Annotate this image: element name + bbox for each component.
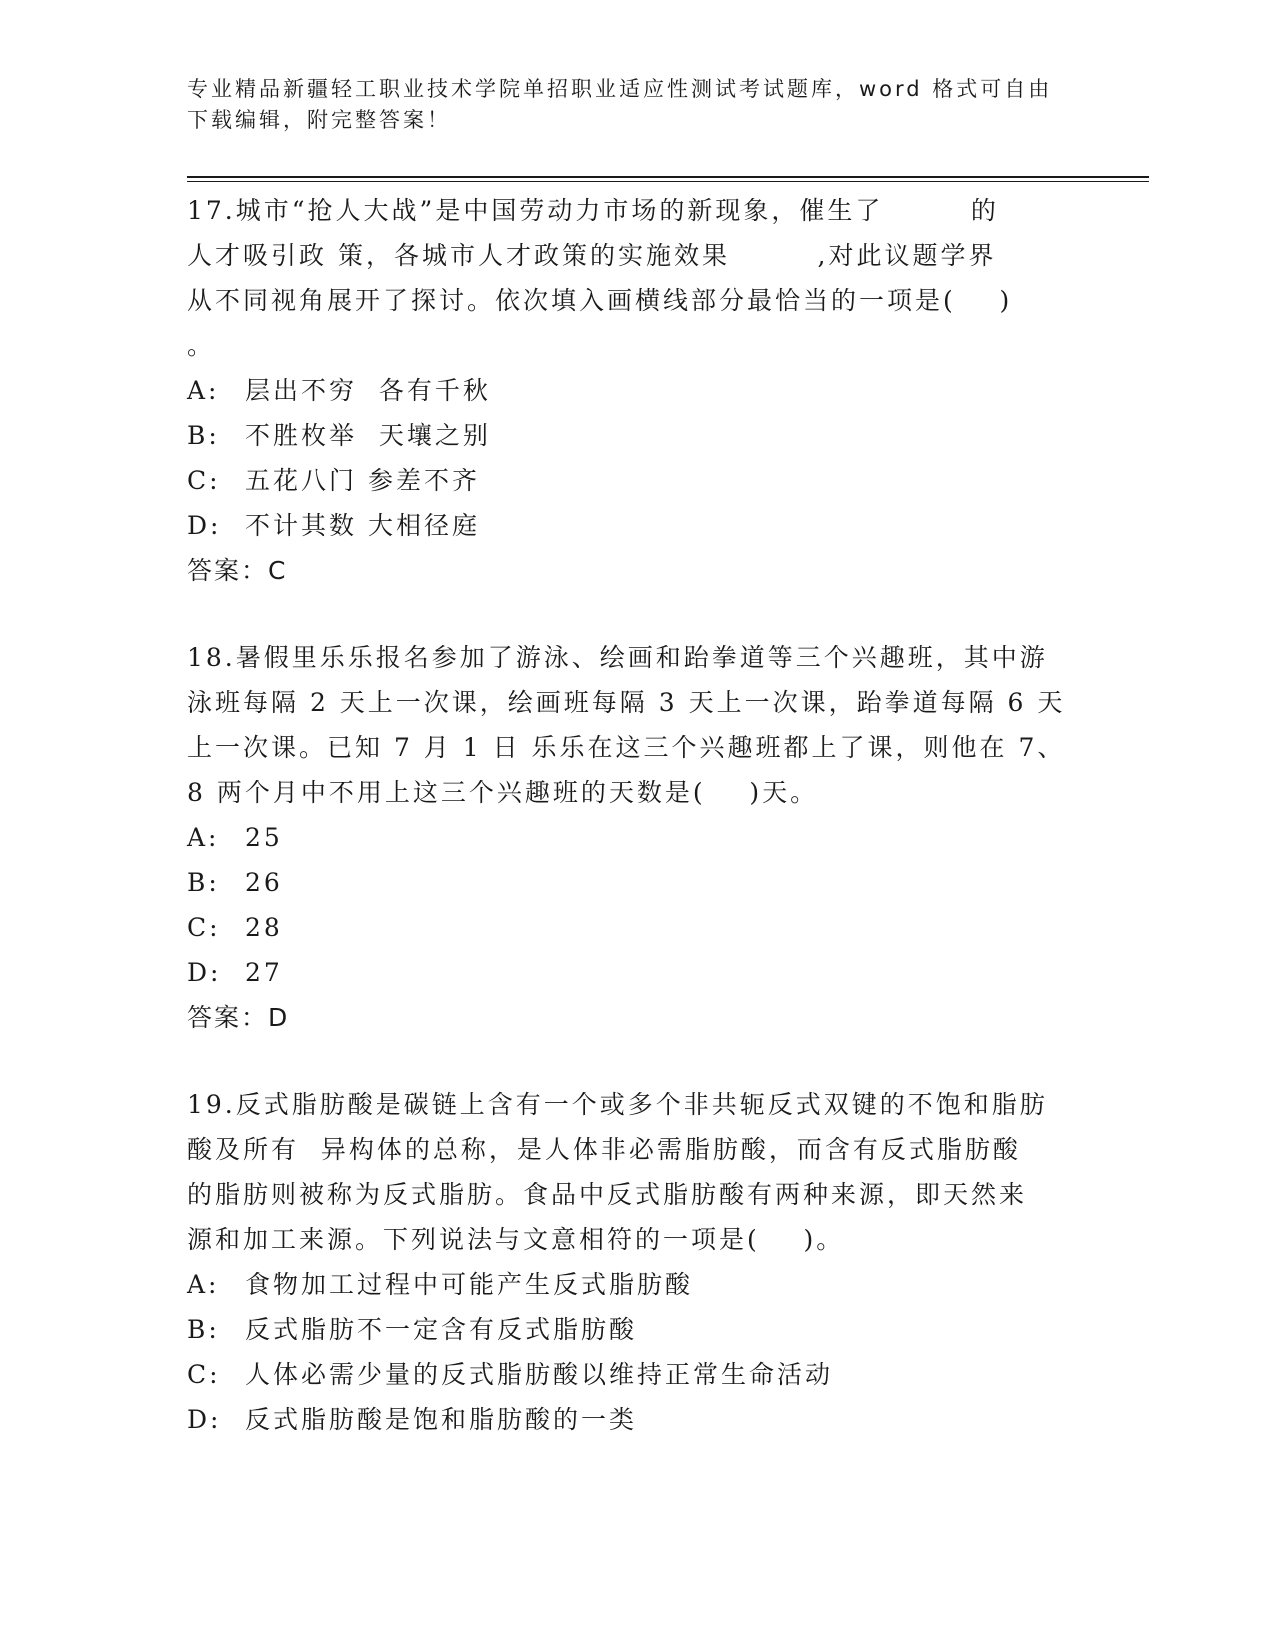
option-text: 五花八门 参差不齐 — [245, 466, 480, 495]
option-key: D: — [187, 1405, 222, 1434]
question-list — [187, 188, 1087, 1442]
option-key: C: — [187, 1360, 221, 1389]
header-rule-thick — [187, 176, 1149, 178]
question-text-line: 泳班每隔 2 天上一次课，绘画班每隔 3 天上一次课，跆拳道每隔 6 天 — [187, 688, 1066, 717]
question-text-line: 源和加工来源。下列说法与文意相符的一项是( )。 — [187, 1225, 845, 1254]
option-d — [187, 503, 1087, 548]
option-key: B: — [187, 1315, 220, 1344]
option-key: C: — [187, 466, 221, 495]
option-c — [187, 905, 1087, 950]
option-c — [187, 458, 1087, 503]
question-text-line: 的脂肪则被称为反式脂肪。食品中反式脂肪酸有两种来源，即天然来 — [187, 1180, 1028, 1209]
option-b — [187, 1307, 1087, 1352]
option-d — [187, 950, 1087, 995]
question-18 — [187, 635, 1087, 1040]
option-b — [187, 860, 1087, 905]
option-text: 反式脂肪不一定含有反式脂肪酸 — [245, 1315, 638, 1344]
option-key: B: — [187, 868, 220, 897]
option-d — [187, 1397, 1087, 1442]
option-text: 层出不穷 各有千秋 — [245, 376, 491, 405]
option-text: 28 — [245, 913, 283, 942]
option-key: D: — [187, 511, 222, 540]
question-text-line: 18.暑假里乐乐报名参加了游泳、绘画和跆拳道等三个兴趣班，其中游 — [187, 643, 1048, 672]
header-line-1: 专业精品新疆轻工职业技术学院单招职业适应性测试考试题库，word 格式可自由 — [187, 77, 1053, 101]
question-text-line: 19.反式脂肪酸是碳链上含有一个或多个非共轭反式双键的不饱和脂肪 — [187, 1090, 1048, 1119]
question-17 — [187, 188, 1087, 593]
option-text: 不胜枚举 天壤之别 — [245, 421, 491, 450]
header-rule-thin — [187, 181, 1149, 182]
option-b — [187, 413, 1087, 458]
option-key: C: — [187, 913, 221, 942]
option-a — [187, 1262, 1087, 1307]
page-header — [187, 74, 1067, 136]
option-text: 25 — [245, 823, 283, 852]
question-text-line: 17.城市“抢人大战”是中国劳动力市场的新现象，催生了 的 — [187, 196, 999, 225]
question-text-line: 从不同视角展开了探讨。依次填入画横线部分最恰当的一项是( ) — [187, 286, 1013, 315]
header-line-2: 下载编辑，附完整答案！ — [187, 108, 451, 132]
option-text: 不计其数 大相径庭 — [245, 511, 480, 540]
option-key: D: — [187, 958, 222, 987]
question-text-line: 8 两个月中不用上这三个兴趣班的天数是( )天。 — [187, 778, 819, 807]
option-text: 反式脂肪酸是饱和脂肪酸的一类 — [245, 1405, 638, 1434]
option-c — [187, 1352, 1087, 1397]
option-key: B: — [187, 421, 220, 450]
option-text: 食物加工过程中可能产生反式脂肪酸 — [245, 1270, 694, 1299]
question-text-line: 人才吸引政 策，各城市人才政策的实施效果 ,对此议题学界 — [187, 241, 997, 270]
option-a — [187, 815, 1087, 860]
answer-line: 答案：D — [187, 1003, 290, 1032]
option-text: 26 — [245, 868, 283, 897]
option-key: A: — [187, 1270, 220, 1299]
answer-line: 答案：C — [187, 556, 288, 585]
option-text: 人体必需少量的反式脂肪酸以维持正常生命活动 — [245, 1360, 834, 1389]
question-text-line: 。 — [187, 331, 216, 360]
question-text-line: 上一次课。已知 7 月 1 日 乐乐在这三个兴趣班都上了课，则他在 7、 — [187, 733, 1066, 762]
option-key: A: — [187, 376, 220, 405]
question-19 — [187, 1082, 1087, 1442]
option-a — [187, 368, 1087, 413]
question-text-line: 酸及所有 异构体的总称，是人体非必需脂肪酸，而含有反式脂肪酸 — [187, 1135, 1021, 1164]
option-text: 27 — [245, 958, 283, 987]
option-key: A: — [187, 823, 220, 852]
